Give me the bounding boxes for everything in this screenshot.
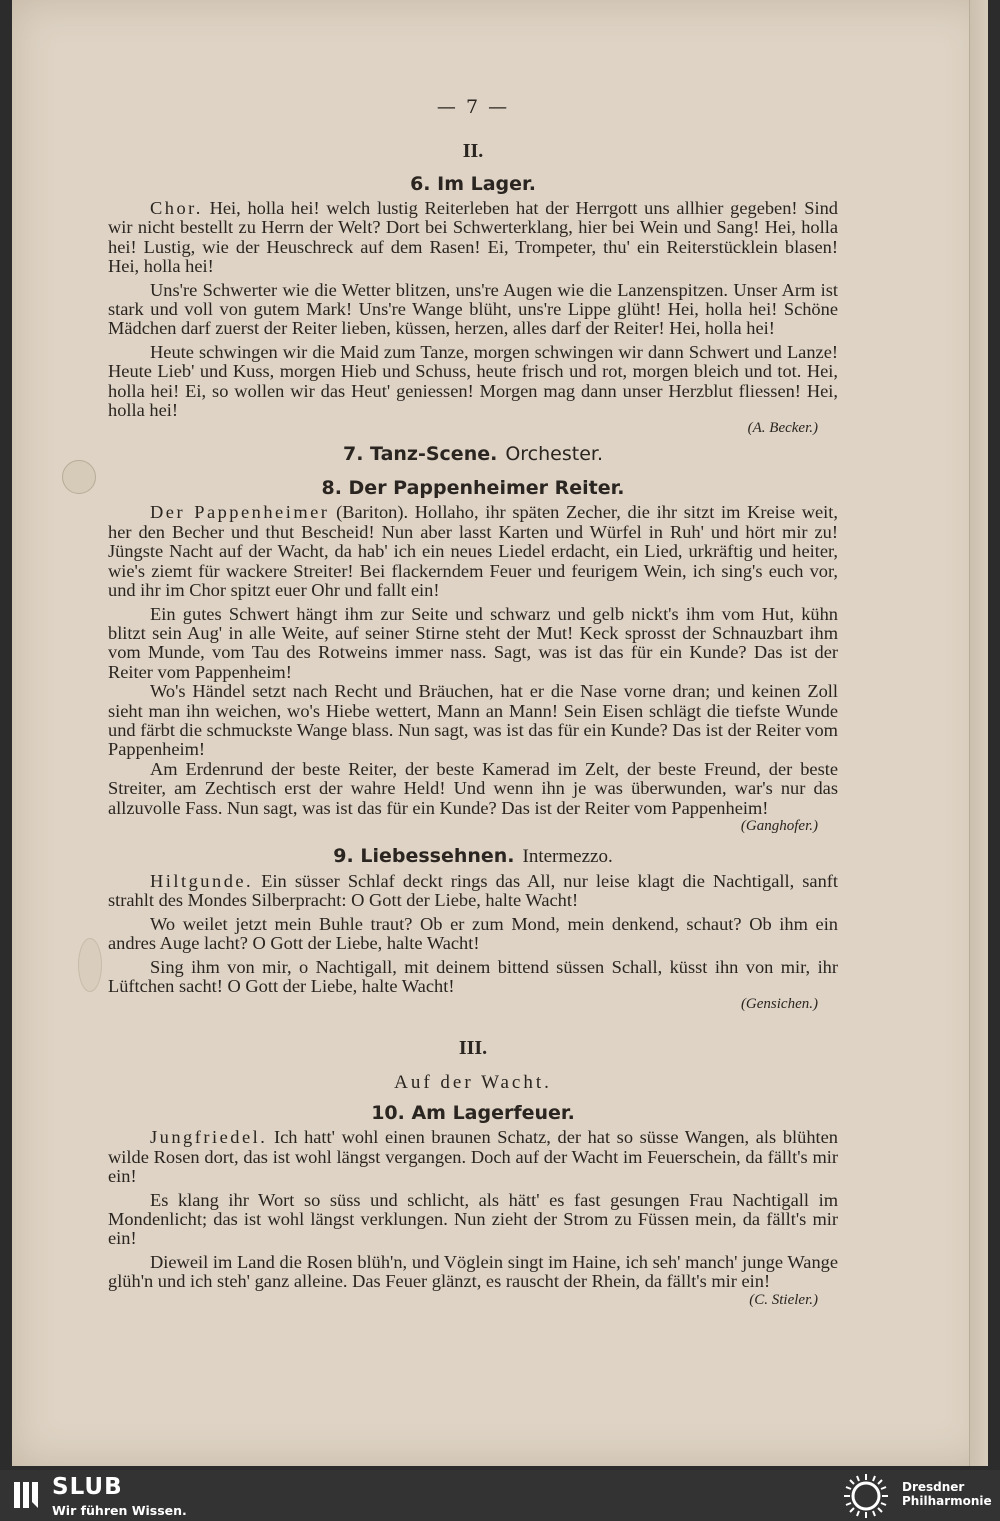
lyric-paragraph [108,958,838,997]
lyric-text: Dieweil im Land die Rosen blüh'n, und Vöglein singt im Haine, ich seh' manch' junge Wange glüh'n und ich steh' ganz alleine. Das Feuer glänzt, es rauscht der Rhein, da fällt's mir ein! [108,1251,838,1292]
lyric-text: Wo weilet jetzt mein Buhle traut? Ob er zum Mond, mein denkend, schaut? Ob ihm ein andres Auge lacht? O Gott der Liebe, halte Wacht! [108,913,838,954]
slub-tagline: Wir führen Wissen. [52,1503,187,1518]
author-credit: (Gensichen.) [740,996,818,1013]
song-title [108,173,838,195]
lyric-text: Ein süsser Schlaf deckt rings das All, nur leise klagt die Nachtigall, sanft strahlt des Mondes Silberpracht: O Gott der Liebe, halte Wacht! [108,870,838,911]
song-title [108,443,838,465]
philharmonie-logo-icon[interactable] [842,1472,890,1520]
lyric-paragraph [108,915,838,954]
author-credit: (A. Becker.) [747,420,818,437]
page-content [108,96,838,1315]
slub-logo-icon[interactable] [12,1480,40,1510]
philharmonie-line-1: Dresdner [902,1480,965,1494]
lyric-paragraph [108,682,838,760]
song-subtitle: Intermezzo. [522,845,613,867]
author-credit: (C. Stieler.) [749,1291,818,1308]
section-subtitle: Auf der Wacht. [394,1072,552,1094]
lyric-paragraph [108,199,838,277]
lyric-text: Am Erdenrund der beste Reiter, der beste Kamerad im Zelt, der beste Freund, der beste Streiter, am Zechtisch erst der wahre Held! Und wenn ihn je was überwunden, war's nur das allzuvolle Fass. Nun sagt, was ist das für ein Kunde? Das ist der Reiter vom Pappenheim! [108,758,838,818]
song-title [108,1102,838,1124]
lyric-text: Heute schwingen wir die Maid zum Tanze, morgen schwingen wir dann Schwert und Lanze! Heute Lieb' und Kuss, morgen Hieb und Schuss, heute frisch und rot, morgen bleich und tot. Hei, holla hei! Ei, so wollen wir das Heut' geniessen! Morgen mag dann unser Herzblut fliessen! Hei, holla hei! [108,341,838,421]
lyric-paragraph [108,343,838,421]
philharmonie-line-2: Philharmonie [902,1494,992,1508]
song-title-text: 10. Am Lagerfeuer. [371,1102,575,1125]
lyric-text: Ich hatt' wohl einen braunen Schatz, der hat so süsse Wangen, als blühten wilde Rosen dort, das ist wohl längst vergangen. Doch auf der Wacht im Feuerschein, da fällt's mir ein! [108,1127,838,1187]
speaker: Der Pappenheimer [150,502,330,523]
lyric-text: Hei, holla hei! welch lustig Reiterleben hat der Herrgott uns allhier gegeben! Sind wir nicht bestellt zu Herrn der Welt? Dort bei Schwerterklang, hier bei Wein und Sang! Hei, holla hei! Lustig, wie der Heuschreck auf dem Rasen! Ei, Trompeter, thu' ein Reiterstücklein blasen! Hei, holla hei! [108,198,838,277]
part-heading-3: III. [458,1037,488,1060]
song-title-text: 9. Liebessehnen. [333,844,515,867]
lyric-text: Sing ihm von mir, o Nachtigall, mit deinem bittend süssen Schall, küsst ihn von mir, ihr Lüftchen sacht! O Gott der Liebe, halte Wacht! [108,956,838,996]
author-credit: (Ganghofer.) [740,817,818,834]
song-title [108,845,838,868]
song-title-text: 8. Der Pappenheimer Reiter. [321,477,625,500]
lyric-text: Es klang ihr Wort so süss und schlicht, als hätt' es fast gesungen Frau Nachtigall im Mondenlicht; das ist wohl längst verklungen. Nun zieht der Strom zu Füssen mein, da fällt's mir ein! [108,1189,838,1249]
lyric-paragraph [108,281,838,339]
part-heading-2: II. [462,140,484,162]
paper-edge [969,0,988,1466]
lyric-paragraph [108,1191,838,1249]
lyric-paragraph [108,1253,838,1292]
song-title-text: 6. Im Lager. [410,173,536,195]
lyric-paragraph [108,605,838,683]
lyric-paragraph [108,760,838,818]
slub-name[interactable]: SLUB [52,1474,123,1500]
song-title-text: 7. Tanz-Scene. [343,443,498,466]
lyric-text: Wo's Händel setzt nach Recht und Bräuchen, hat er die Nase vorne dran; und keinen Zoll sieht man ihn weichen, wo's Hiebe wettert, Mann an Mann! Sein Eisen schlägt die tiefste Wunde und färbt die schmuckste Wange blass. Nun sagt, was ist das für ein Kunde? Das ist der Reiter vom Pappenheim! [108,681,838,760]
speaker: Chor. [150,198,203,218]
lyric-text: Uns're Schwerter wie die Wetter blitzen, uns're Augen wie die Lanzenspitzen. Unser Arm ist stark und voll von gutem Mark! Uns're Wange blüht, uns're Lippe glüht! Hei, holla hei! Schöne Mädchen darf zuerst der Reiter lieben, küssen, herzen, alles darf der Reiter! Hei, holla hei! [108,279,838,339]
lyric-paragraph [108,872,838,911]
song-title [108,477,838,499]
lyric-paragraph [108,1128,838,1186]
lyric-text: (Bariton). Hollaho, ihr späten Zecher, die ihr sitzt im Kreise weit, her den Becher und thut Bescheid! Nun aber lasst Karten und Würfel in Ruh' und hört mir zu! Jüngste Nacht auf der Wacht, da hab' ich ein neues Liedel erdacht, ein Lied, urkräftig und heiter, wie's ziemt für wackere Streiter! Bei flackerndem Feuer und feurigem Wein, ich sing's euch vor, und ihr im Chor spitzt euer Ohr und fallt ein! [108,502,838,601]
footer-bar [0,1470,1000,1521]
song-subtitle: Orchester. [505,443,603,466]
philharmonie-name[interactable] [902,1480,992,1508]
punch-hole [62,460,96,494]
punch-hole [78,938,102,992]
lyric-text: Ein gutes Schwert hängt ihm zur Seite und schwarz und gelb nickt's ihm vom Hut, kühn blitzt sein Aug' in alle Weite, auf seiner Stirne steht der Mut! Keck sprosst der Schnauzbart ihm vom Munde, vom Tau des Rotweins immer nass. Sagt, was ist das für ein Kunde? Das ist der Reiter vom Pappenheim! [108,603,838,682]
lyric-paragraph [108,503,838,600]
page-number: — 7 — [436,96,510,118]
speaker: Jungfriedel. [150,1127,268,1148]
speaker: Hiltgunde. [150,870,254,891]
